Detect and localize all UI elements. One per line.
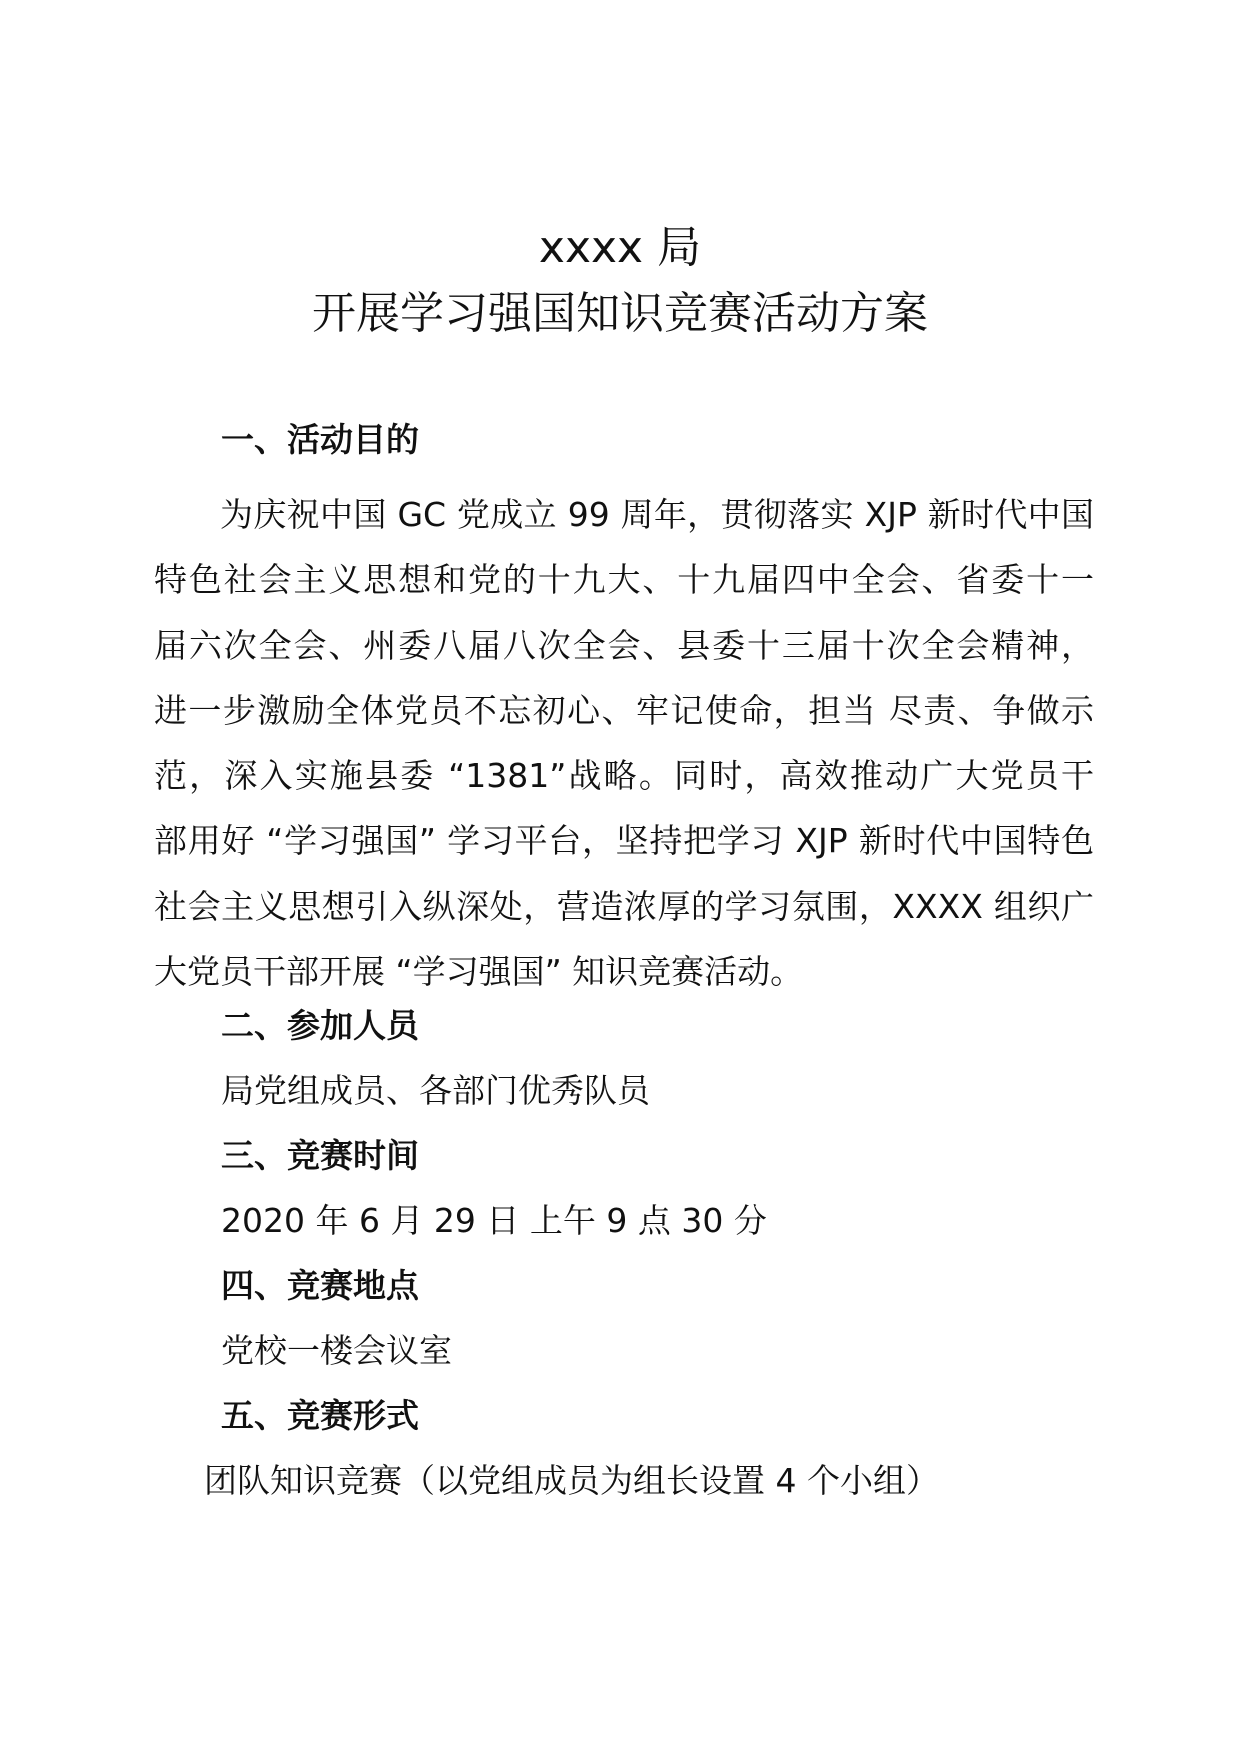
paragraph-line: 部用好 “学习强国” 学习平台，坚持把学习 XJP 新时代中国特色 bbox=[154, 821, 1094, 861]
section-heading-location: 四、竞赛地点 bbox=[221, 1266, 419, 1305]
section-body-purpose bbox=[154, 482, 1094, 1004]
document-title-line2: 开展学习强国知识竞赛活动方案 bbox=[312, 288, 928, 339]
section-heading-participants: 二、参加人员 bbox=[221, 1006, 419, 1045]
paragraph-line: 进一步激励全体党员不忘初心、牢记使命，担当 尽责、争做示 bbox=[154, 690, 1094, 730]
paragraph-line: 届六次全会、州委八届八次全会、县委十三届十次全会精神， bbox=[154, 625, 1094, 665]
paragraph-line: 社会主义思想引入纵深处，营造浓厚的学习氛围，XXXX 组织广 bbox=[154, 886, 1094, 926]
section-body-participants: 局党组成员、各部门优秀队员 bbox=[221, 1071, 650, 1110]
section-heading-format: 五、竞赛形式 bbox=[221, 1396, 419, 1435]
document-title-line1: xxxx 局 bbox=[538, 222, 702, 273]
section-body-time: 2020 年 6 月 29 日 上午 9 点 30 分 bbox=[221, 1201, 767, 1240]
section-heading-purpose: 一、活动目的 bbox=[221, 420, 419, 459]
section-body-format: 团队知识竞赛（以党组成员为组长设置 4 个小组） bbox=[204, 1461, 939, 1500]
section-body-location: 党校一楼会议室 bbox=[221, 1331, 452, 1370]
paragraph-line: 大党员干部开展 “学习强国” 知识竞赛活动。 bbox=[154, 952, 804, 992]
paragraph-line: 特色社会主义思想和党的十九大、十九届四中全会、省委十一 bbox=[154, 560, 1094, 600]
section-heading-time: 三、竞赛时间 bbox=[221, 1136, 419, 1175]
paragraph-line: 为庆祝中国 GC 党成立 99 周年，贯彻落实 XJP 新时代中国 bbox=[220, 495, 1094, 534]
paragraph-line: 范，深入实施县委 “1381”战略。同时，高效推动广大党员干 bbox=[154, 756, 1094, 796]
